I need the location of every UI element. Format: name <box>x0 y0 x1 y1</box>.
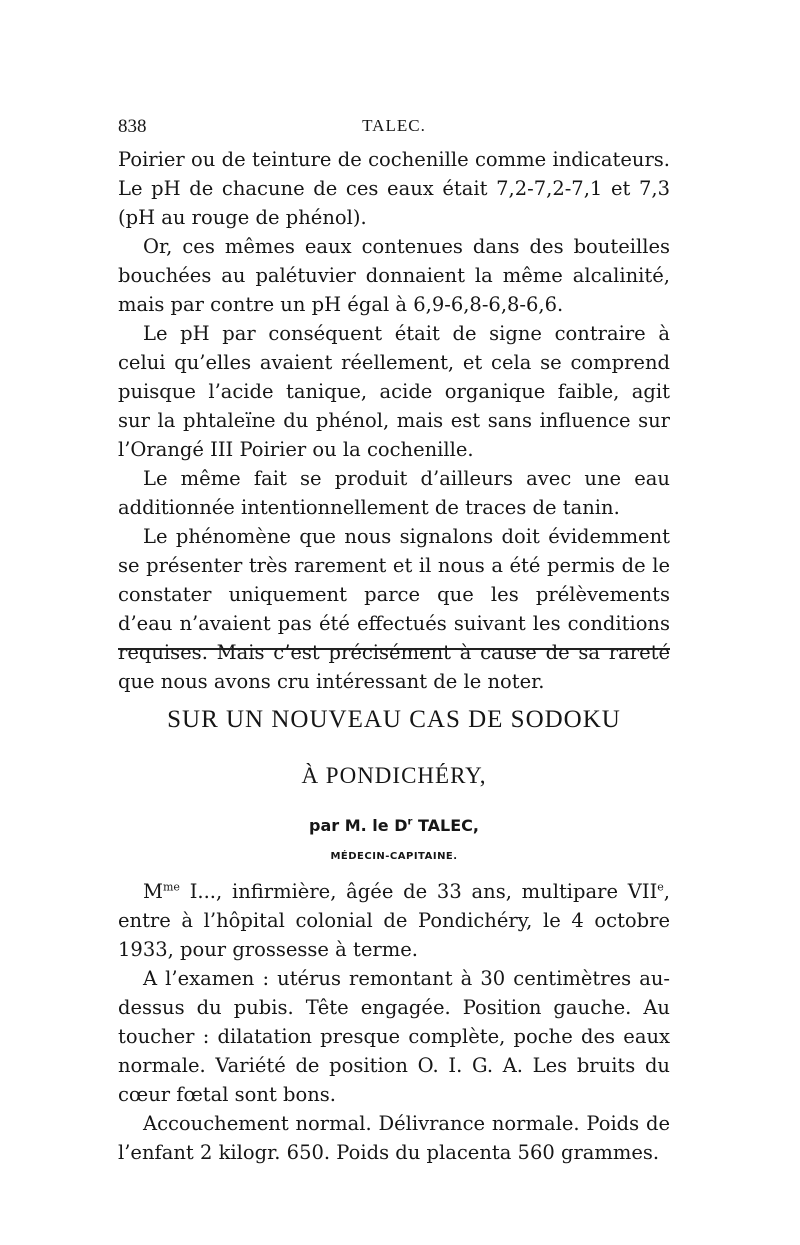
paragraph: Or, ces mêmes eaux contenues dans des bouteilles bouchées au palétuvier donnaient la même alcalinité, mais par contre un pH égal à 6,9-6,8-6,8-6,6. <box>118 235 670 316</box>
author-byline <box>118 816 670 835</box>
author-name: TALEC, <box>412 816 479 835</box>
paragraph: A l’examen : utérus remontant à 30 centimètres au-dessus du pubis. Tête engagée. Position gauche. Au toucher : dilatation presque complète, poche des eaux normale. Variété de position O. I. G. A. Les bruits du cœur fœtal sont bons. <box>118 967 670 1106</box>
page-number: 838 <box>118 116 147 137</box>
running-head <box>118 116 670 140</box>
paragraph: Poirier ou de teinture de cochenille comme indicateurs. Le pH de chacune de ces eaux était 7,2-7,2-7,1 et 7,3 (pH au rouge de phénol). <box>118 148 670 229</box>
previous-article-conclusion <box>118 145 670 696</box>
byline-sup: r <box>407 816 413 828</box>
superscript: e <box>657 880 664 894</box>
section-divider <box>118 648 670 650</box>
paragraph: Le phénomène que nous signalons doit évidemment se présenter très rarement et il nous a été permis de le constater uniquement parce que les prélèvements d’eau n’avaient pas été effectués suivant les conditions requises. Mais c’est précisément à cause de sa rareté que nous avons cru intéressant de le noter. <box>118 525 670 693</box>
byline-prefix: par M. le D <box>309 816 408 835</box>
article-subtitle: À PONDICHÉRY, <box>301 763 487 788</box>
superscript: me <box>162 880 180 894</box>
article-title: SUR UN NOUVEAU CAS DE SODOKU <box>167 706 621 733</box>
article-body <box>118 877 670 1167</box>
paragraph: Accouchement normal. Délivrance normale. Poids de l’enfant 2 kilogr. 650. Poids du placenta 560 grammes. <box>118 1112 670 1164</box>
text-run: M <box>143 880 163 903</box>
paragraph <box>118 877 670 964</box>
author-rank: MÉDECIN-CAPITAINE. <box>330 851 458 862</box>
text-run: I..., infirmière, âgée de 33 ans, multipare VII <box>179 880 658 903</box>
text-run: , entre à l’hôpital colonial de Pondichéry, le 4 octobre 1933, pour grossesse à terme. <box>118 880 670 961</box>
paragraph: Le pH par conséquent était de signe contraire à celui qu’elles avaient réellement, et cela se comprend puisque l’acide tanique, acide organique faible, agit sur la phtaleïne du phénol, mais est sans influence sur l’Orangé III Poirier ou la cochenille. <box>118 322 670 461</box>
running-title: TALEC. <box>362 116 426 135</box>
paragraph: Le même fait se produit d’ailleurs avec une eau additionnée intentionnellement de traces de tanin. <box>118 467 670 519</box>
